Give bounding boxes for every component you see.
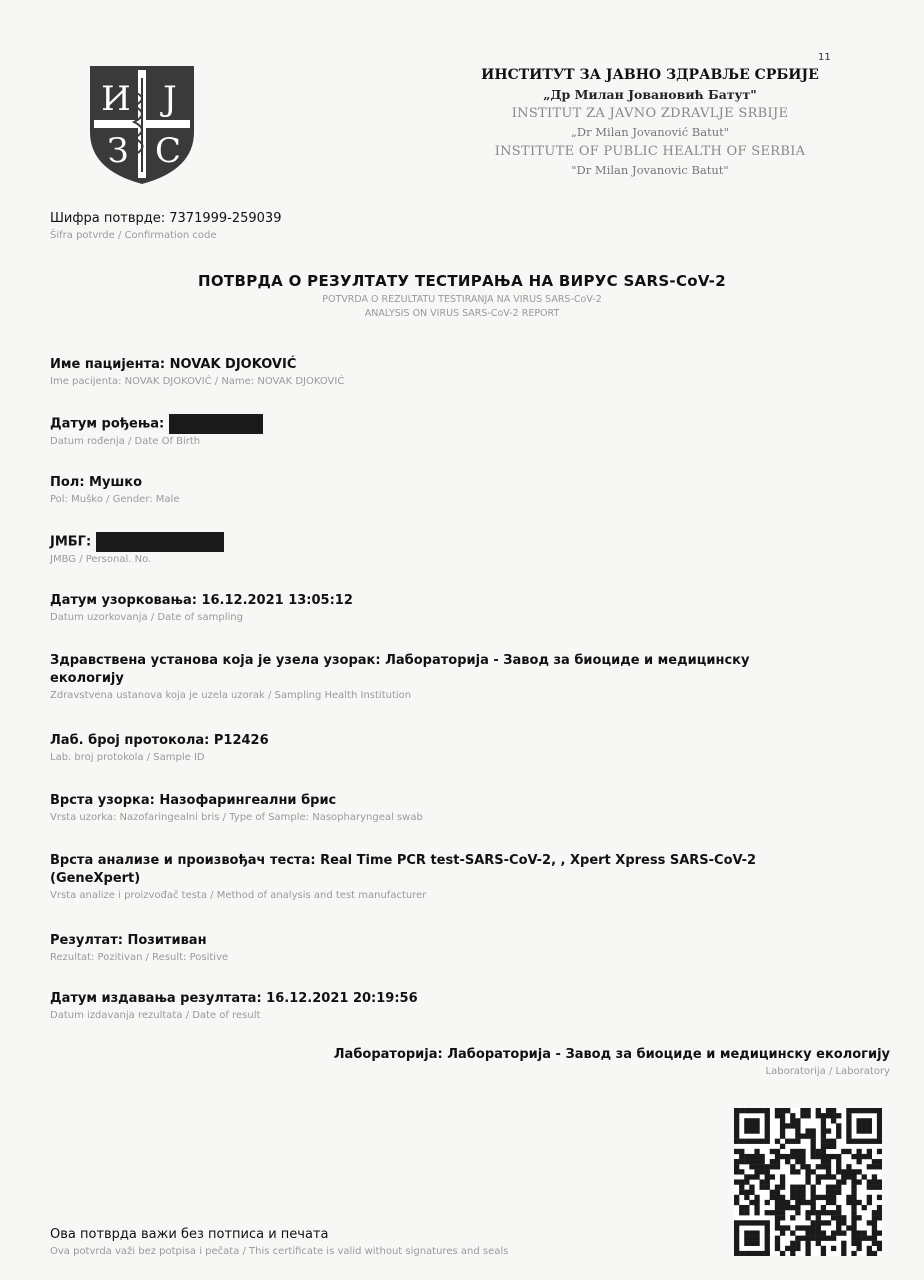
institute-logo-icon xyxy=(86,62,198,188)
sampling-institution-line2: екологију xyxy=(50,671,124,686)
institute-name-latin: INSTITUT ZA JAVNO ZDRAVLJE SRBIJE xyxy=(511,106,789,121)
laboratory-caption: Laboratorija / Laboratory xyxy=(765,1066,890,1077)
gender: Пол: Мушко xyxy=(50,475,143,490)
sample-type-field xyxy=(50,792,890,826)
title-latin: POTVRDA O REZULTATU TESTIRANJA NA VIRUS SARS-CoV-2 xyxy=(322,294,602,305)
sampling-date: Датум узорковања: 16.12.2021 13:05:12 xyxy=(50,593,353,608)
analysis-method-line2: (GeneXpert) xyxy=(50,871,141,886)
logo-letter-3: З xyxy=(107,131,129,171)
jmbg-label: ЈМБГ: xyxy=(50,534,92,550)
date-of-birth-caption: Datum rođenja / Date Of Birth xyxy=(50,436,201,447)
jmbg-caption: JMBG / Personal. No. xyxy=(50,554,152,565)
validity-note-caption: Ova potvrda važi bez potpisa i pečata / This certificate is valid without signatures and seals xyxy=(50,1246,509,1257)
title-english: ANALYSIS ON VIRUS SARS-CoV-2 REPORT xyxy=(364,308,560,319)
protocol-number-caption: Lab. broj protokola / Sample ID xyxy=(50,752,205,763)
date-of-birth-field xyxy=(50,414,890,450)
result-field xyxy=(50,932,890,966)
logo-letter-4: С xyxy=(154,131,182,171)
confirmation-code: Шифра потврде: 7371999-259039 xyxy=(50,211,282,226)
confirmation-code-caption: Šifra potvrde / Confirmation code xyxy=(50,230,217,241)
institute-subname-cyrillic: „Др Милан Јовановић Батут" xyxy=(543,87,757,102)
sample-type: Врста узорка: Назофарингеални брис xyxy=(50,793,337,808)
sampling-date-field xyxy=(50,592,890,626)
sampling-institution-field xyxy=(50,652,890,704)
sampling-date-caption: Datum uzorkovanja / Date of sampling xyxy=(50,612,243,623)
result-date: Датум издавања резултата: 16.12.2021 20:19:56 xyxy=(50,991,418,1006)
result: Резултат: Позитиван xyxy=(50,933,207,948)
page-number: 11 xyxy=(818,52,831,63)
institute-header xyxy=(440,66,860,180)
institute-name-cyrillic: ИНСТИТУТ ЗА ЈАВНО ЗДРАВЉЕ СРБИЈЕ xyxy=(481,67,819,83)
logo-letter-2: Ј xyxy=(163,79,177,119)
confirmation-code-block xyxy=(50,210,890,244)
date-of-birth-label: Датум рођења: xyxy=(50,416,165,432)
result-date-field xyxy=(50,990,890,1024)
sampling-institution-line1: Здравствена установа која је узела узорак: Лабораторија - Завод за биоциде и медицинску xyxy=(50,653,750,668)
jmbg-field xyxy=(50,532,890,568)
institute-name-english: INSTITUTE OF PUBLIC HEALTH OF SERBIA xyxy=(494,144,806,159)
patient-name-caption: Ime pacijenta: NOVAK DJOKOVIĆ / Name: NOVAK DJOKOVIĆ xyxy=(50,376,345,387)
sample-type-caption: Vrsta uzorka: Nazofaringealni bris / Type of Sample: Nasopharyngeal swab xyxy=(50,812,423,823)
institute-subname-latin: „Dr Milan Jovanović Batut" xyxy=(570,125,730,139)
laboratory-name: Лабораторија: Лабораторија - Завод за биоциде и медицинску екологију xyxy=(333,1047,890,1062)
protocol-number-field xyxy=(50,732,890,766)
analysis-method-caption: Vrsta analize i proizvođač testa / Method of analysis and test manufacturer xyxy=(50,890,427,901)
redacted-date-of-birth xyxy=(169,414,263,434)
redacted-jmbg xyxy=(96,532,224,552)
document-title xyxy=(0,272,924,319)
result-caption: Rezultat: Pozitivan / Result: Positive xyxy=(50,952,229,963)
analysis-method-line1: Врста анализе и произвођач теста: Real Time PCR test-SARS-CoV-2, , Xpert Xpress SARS-CoV-2 xyxy=(50,853,757,868)
laboratory-block xyxy=(334,1046,890,1080)
protocol-number: Лаб. број протокола: P12426 xyxy=(50,733,269,748)
sampling-institution-caption: Zdravstvena ustanova koja je uzela uzorak / Sampling Health Institution xyxy=(50,690,412,701)
logo-letter-1: И xyxy=(101,79,131,119)
result-date-caption: Datum izdavanja rezultata / Date of result xyxy=(50,1010,261,1021)
patient-name: Име пацијента: NOVAK DJOKOVIĆ xyxy=(50,357,297,372)
analysis-method-field xyxy=(50,852,890,904)
patient-name-field xyxy=(50,356,890,390)
validity-note-block xyxy=(50,1226,890,1260)
title-cyrillic: ПОТВРДА О РЕЗУЛТАТУ ТЕСТИРАЊА НА ВИРУС SARS-CoV-2 xyxy=(198,272,726,290)
institute-subname-english: "Dr Milan Jovanovic Batut" xyxy=(571,163,729,177)
validity-note: Ова потврда важи без потписа и печата xyxy=(50,1227,329,1242)
gender-field xyxy=(50,474,890,508)
gender-caption: Pol: Muško / Gender: Male xyxy=(50,494,180,505)
